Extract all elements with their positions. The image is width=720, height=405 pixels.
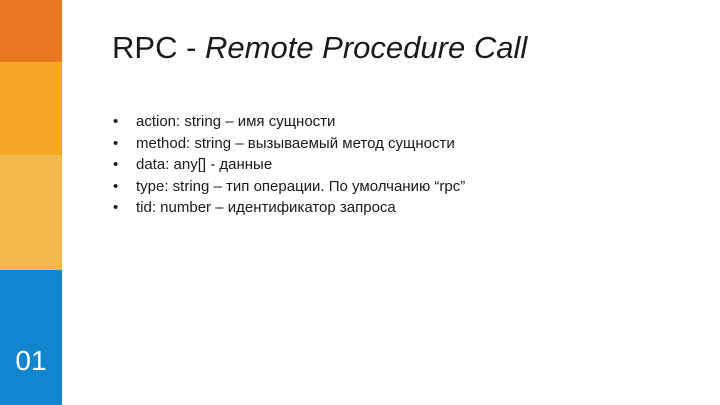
- bullet-list: [113, 111, 465, 219]
- bullet-item: [113, 154, 465, 176]
- title-main: RPC: [112, 30, 178, 65]
- bullet-item: [113, 176, 465, 198]
- bullet-dot: •: [113, 134, 119, 152]
- bullet-dot: •: [113, 113, 119, 130]
- bullet-item: [113, 197, 465, 219]
- slide-number: 01: [15, 345, 47, 376]
- orange-band: [0, 0, 62, 62]
- title-italic: Remote Procedure Call: [205, 30, 528, 65]
- title-separator: -: [177, 30, 206, 65]
- light-amber-band: [0, 155, 62, 270]
- bullet-text: type: string – тип операции. По умолчанию “rpc”: [136, 177, 466, 195]
- bullet-text: tid: number – идентификатор запроса: [136, 199, 396, 217]
- amber-band: [0, 62, 62, 155]
- bullet-text: method: string – вызываемый метод сущности: [136, 134, 455, 152]
- bullet-dot: •: [113, 156, 119, 174]
- bullet-item: [113, 111, 465, 133]
- bullet-text: data: any[] - данные: [136, 156, 273, 174]
- bullet-text: action: string – имя сущности: [136, 113, 336, 130]
- decorative-sidebar: [0, 0, 62, 405]
- bullet-dot: •: [113, 177, 119, 195]
- slide-title: [112, 30, 527, 66]
- bullet-dot: •: [113, 199, 119, 217]
- bullet-item: [113, 133, 465, 155]
- blue-band: [0, 270, 62, 405]
